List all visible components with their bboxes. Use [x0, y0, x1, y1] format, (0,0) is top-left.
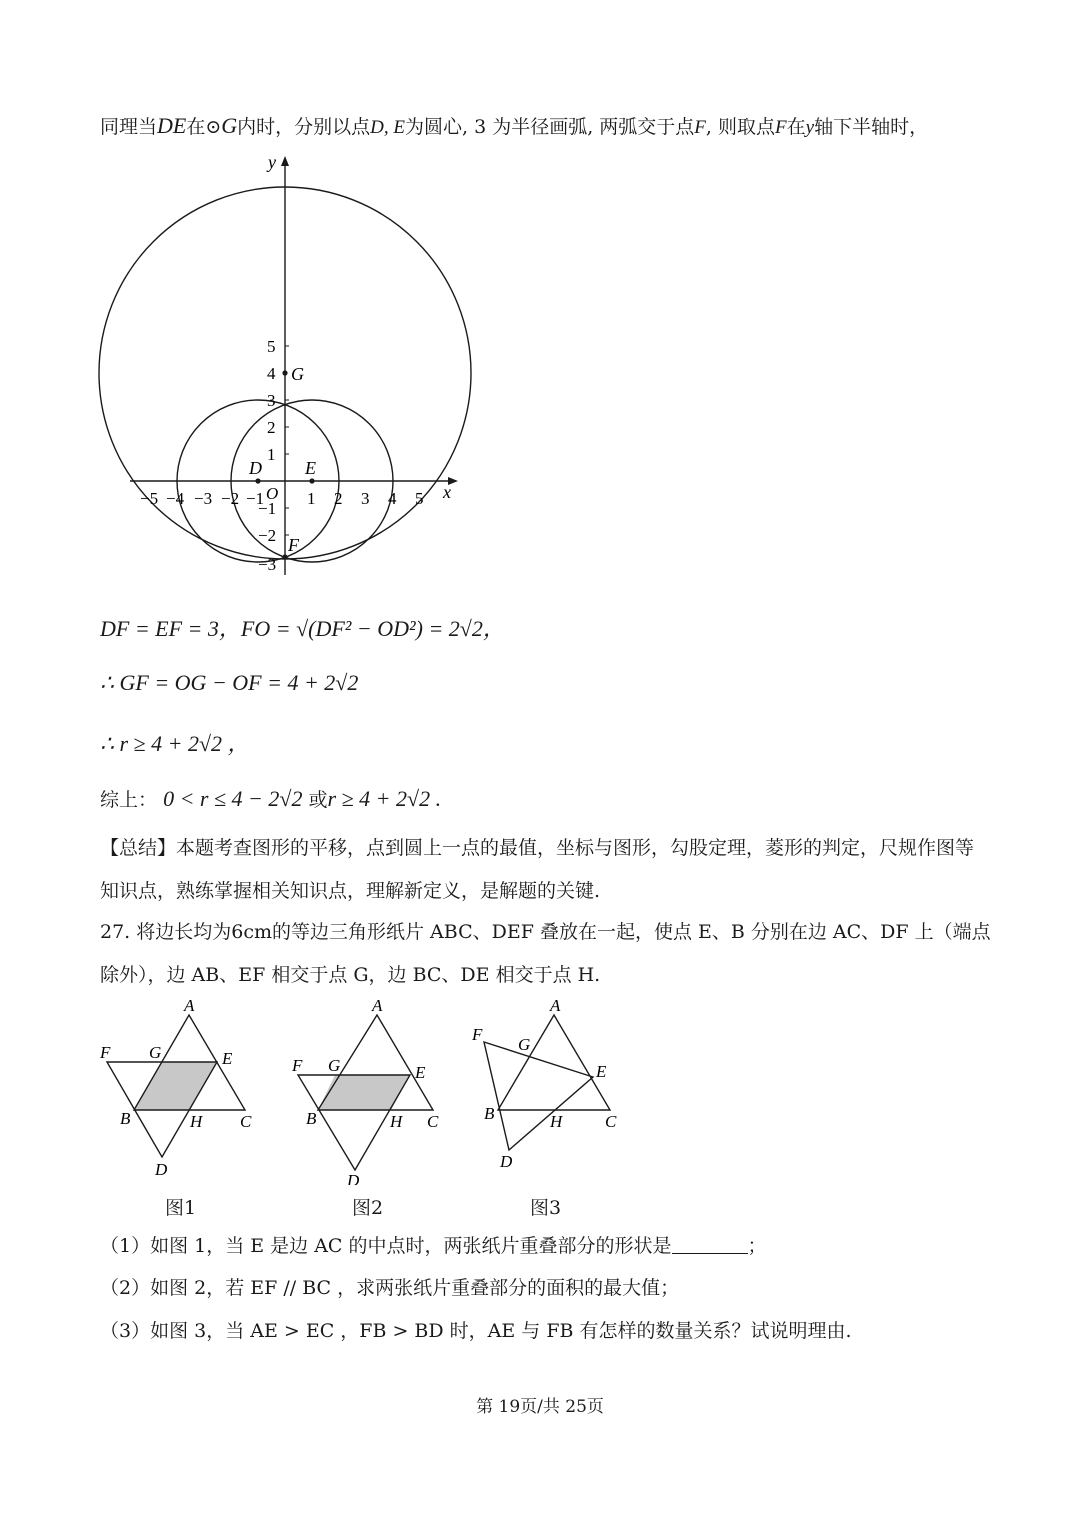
- svg-text:G: G: [518, 1035, 531, 1054]
- svg-text:C: C: [240, 1112, 252, 1131]
- x-tick: 3: [361, 489, 370, 508]
- x-tick-labels: [140, 489, 424, 508]
- sub-question-3: （3）如图 3，当 AE > EC ，FB > BD 时，AE 与 FB 有怎样的数量关系？试说明理由.: [100, 1320, 852, 1342]
- y-tick: 2: [267, 418, 276, 437]
- svg-text:A: A: [184, 996, 195, 1015]
- x-tick: −4: [166, 489, 185, 508]
- summary-line-2: 知识点，熟练掌握相关知识点，理解新定义，是解题的关键.: [100, 880, 601, 902]
- sub-question-1: （1）如图 1，当 E 是边 AC 的中点时，两张纸片重叠部分的形状是 ；: [100, 1235, 767, 1257]
- x-tick: 4: [388, 489, 397, 508]
- coordinate-graph: [90, 150, 480, 590]
- question-27-line-2: 除外），边 AB、EF 相交于点 G，边 BC、DE 相交于点 H.: [100, 964, 601, 986]
- y-tick: 5: [267, 337, 276, 356]
- figure-1: [95, 995, 265, 1180]
- svg-text:G: G: [149, 1043, 162, 1062]
- x-tick: −5: [140, 489, 159, 508]
- math-line-4: 综上： 0 < r ≤ 4 − 2√2 或r ≥ 4 + 2√2 .: [100, 786, 442, 811]
- intro-line: 同理当DE在⊙G内时，分别以点D, E为圆心, 3 为半径画弧, 两弧交于点F, 则取点F在y轴下半轴时，: [100, 113, 929, 138]
- figure-caption-2: 图2: [352, 1197, 384, 1219]
- x-tick: −3: [194, 489, 213, 508]
- x-tick: −1: [246, 489, 265, 508]
- svg-text:F: F: [292, 1056, 303, 1075]
- axis-x-label: x: [443, 482, 451, 502]
- figure-2: [285, 995, 445, 1185]
- y-tick: −2: [258, 526, 277, 545]
- math-line-3: ∴ r ≥ 4 + 2√2 ，: [100, 731, 250, 756]
- y-arrow: [281, 156, 289, 166]
- shaded-overlap-2: [318, 1075, 410, 1110]
- figure-3: [465, 995, 625, 1175]
- answer-blank[interactable]: [672, 1235, 748, 1254]
- x-tick: 2: [334, 489, 343, 508]
- y-tick: 3: [267, 391, 276, 410]
- point-d: [255, 478, 260, 483]
- origin-label: O: [266, 484, 279, 503]
- figure-caption-1: 图1: [165, 1197, 197, 1219]
- svg-text:H: H: [390, 1112, 403, 1131]
- label-g: G: [291, 364, 304, 384]
- svg-text:F: F: [100, 1043, 111, 1062]
- label-f: F: [288, 535, 299, 555]
- svg-text:E: E: [596, 1062, 607, 1081]
- svg-text:F: F: [472, 1025, 483, 1044]
- x-tick: 5: [415, 489, 424, 508]
- svg-text:C: C: [605, 1112, 617, 1131]
- x-tick: −2: [221, 489, 240, 508]
- math-line-1: DF = EF = 3，FO = √(DF² − OD²) = 2√2，: [100, 616, 505, 641]
- triangle-def-3: [484, 1042, 593, 1150]
- y-tick: 4: [267, 364, 276, 383]
- axis-y-label: y: [268, 152, 276, 172]
- y-tick-labels: [258, 337, 279, 574]
- page-number: 第 19页/共 25页: [476, 1397, 604, 1417]
- svg-text:A: A: [550, 996, 561, 1015]
- label-d: D: [249, 458, 262, 478]
- svg-text:E: E: [222, 1049, 233, 1068]
- triangle-abc-3: [498, 1015, 610, 1110]
- svg-text:G: G: [328, 1056, 341, 1075]
- math-line-2: ∴ GF = OG − OF = 4 + 2√2: [100, 670, 359, 695]
- y-tick: −1: [258, 499, 277, 518]
- label-e: E: [305, 458, 316, 478]
- question-27-line-1: 27. 将边长均为6cm的等边三角形纸片 ABC、DEF 叠放在一起，使点 E、B 分别在边 AC、DF 上（端点: [100, 921, 991, 943]
- svg-text:D: D: [500, 1152, 513, 1171]
- y-tick: −3: [258, 555, 277, 574]
- point-g: [282, 370, 287, 375]
- svg-text:A: A: [372, 996, 383, 1015]
- point-e: [309, 478, 314, 483]
- x-tick: 1: [307, 489, 316, 508]
- y-tick: 1: [267, 445, 276, 464]
- figure-caption-3: 图3: [530, 1197, 562, 1219]
- svg-text:D: D: [347, 1171, 360, 1185]
- point-f: [282, 554, 287, 559]
- svg-text:C: C: [427, 1112, 439, 1131]
- sub-question-2: （2）如图 2，若 EF // BC ，求两张纸片重叠部分的面积的最大值；: [100, 1277, 680, 1299]
- svg-text:B: B: [120, 1109, 131, 1128]
- svg-text:H: H: [550, 1112, 563, 1131]
- svg-text:B: B: [484, 1104, 495, 1123]
- svg-text:E: E: [415, 1063, 426, 1082]
- svg-text:H: H: [190, 1112, 203, 1131]
- svg-text:B: B: [306, 1109, 317, 1128]
- shaded-overlap-1: [134, 1062, 217, 1110]
- svg-text:D: D: [155, 1160, 168, 1179]
- summary-line-1: 【总结】本题考查图形的平移，点到圆上一点的最值，坐标与图形，勾股定理，菱形的判定，尺规作图等: [100, 837, 975, 859]
